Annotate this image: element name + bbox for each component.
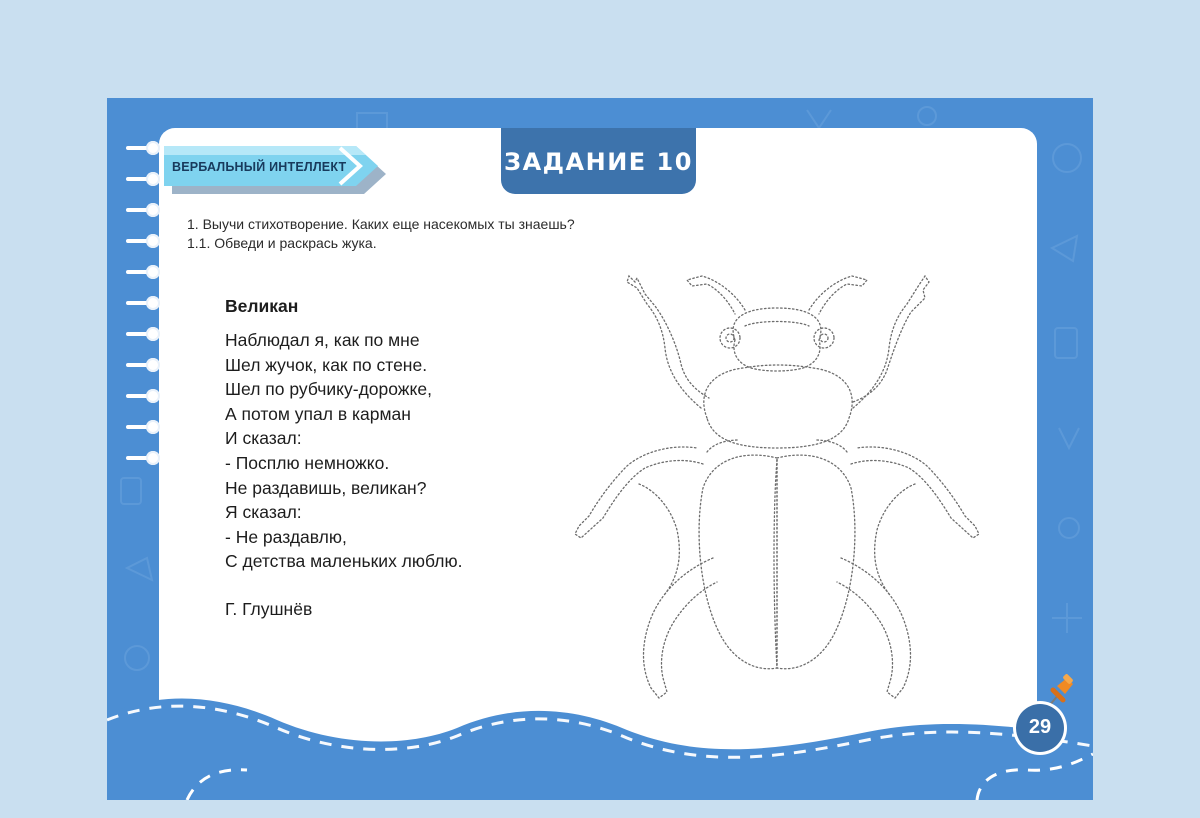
spiral-ring (126, 296, 162, 310)
poem-line: - Не раздавлю, (225, 526, 347, 547)
spiral-ring (126, 420, 162, 434)
spiral-ring (126, 172, 162, 186)
poem (225, 296, 462, 620)
poem-line: Не раздавишь, великан? (225, 477, 427, 498)
spiral-ring (126, 451, 162, 465)
instruction-line: 1.1. Обведи и раскрась жука. (187, 235, 377, 251)
poem-line: Я сказал: (225, 502, 302, 523)
instructions (187, 215, 575, 253)
spiral-ring (126, 327, 162, 341)
spiral-ring (126, 389, 162, 403)
page-number: 29 (1028, 716, 1052, 738)
poem-author: Г. Глушнёв (225, 598, 313, 619)
poem-line: С детства маленьких люблю. (225, 551, 463, 572)
workbook-page (107, 98, 1093, 800)
instruction-line: 1. Выучи стихотворение. Каких еще насекомых ты знаешь? (187, 216, 575, 232)
category-label: ВЕРБАЛЬНЫЙ ИНТЕЛЛЕКТ (172, 160, 347, 174)
poem-title: Великан (225, 296, 299, 316)
poem-line: Шел жучок, как по стене. (225, 354, 428, 375)
spiral-ring (126, 358, 162, 372)
page-number-badge (1016, 704, 1064, 752)
task-header (501, 128, 696, 194)
bottom-wave-decoration (107, 658, 1093, 800)
poem-line: А потом упал в карман (225, 403, 411, 424)
spiral-ring (126, 203, 162, 217)
spiral-ring (126, 234, 162, 248)
dotted-beetle-tracing-icon[interactable] (567, 268, 987, 708)
poem-line: Шел по рубчику-дорожке, (225, 379, 432, 400)
category-tab (160, 138, 390, 198)
spiral-ring (126, 265, 162, 279)
spiral-ring (126, 141, 162, 155)
poem-line: И сказал: (225, 428, 302, 449)
task-title: ЗАДАНИЕ 10 (504, 148, 693, 176)
poem-line: - Посплю немножко. (225, 452, 390, 473)
poem-line: Наблюдал я, как по мне (225, 330, 420, 350)
